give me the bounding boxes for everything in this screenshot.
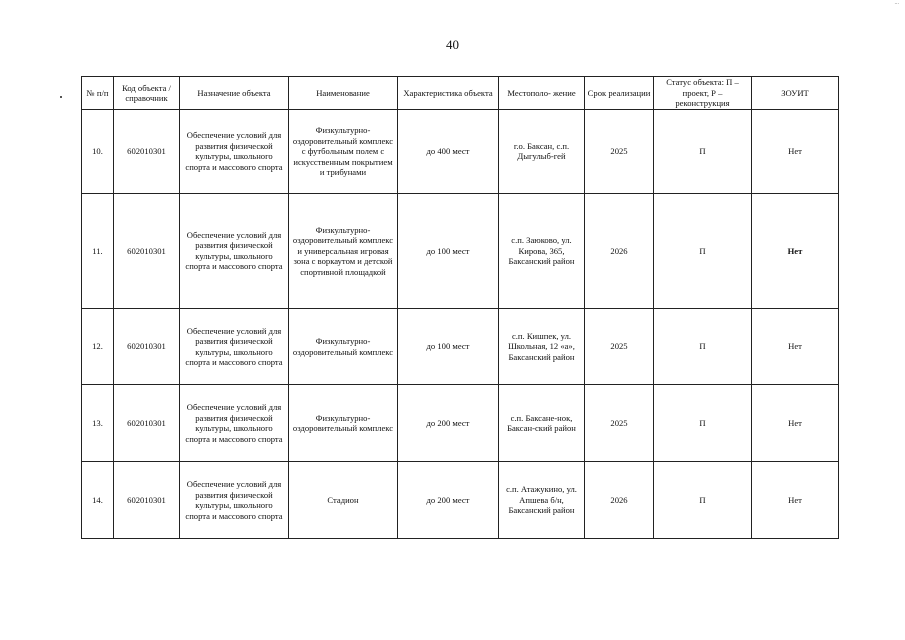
cell-code: 602010301: [114, 385, 180, 462]
table-row: [82, 462, 839, 539]
table-row: [82, 308, 839, 385]
cell-characteristic: до 200 мест: [398, 385, 499, 462]
cell-zouit: Нет: [752, 193, 839, 308]
cell-purpose: Обеспечение условий для развития физической культуры, школьного спорта и массового спорта: [180, 110, 289, 194]
cell-term: 2025: [585, 110, 654, 194]
page-number: 40: [446, 37, 459, 52]
cell-term: 2026: [585, 193, 654, 308]
cell-code: 602010301: [114, 462, 180, 539]
cell-characteristic: до 100 мест: [398, 193, 499, 308]
cell-num: 13.: [82, 385, 114, 462]
cell-purpose: Обеспечение условий для развития физической культуры, школьного спорта и массового спорта: [180, 308, 289, 385]
cell-code: 602010301: [114, 308, 180, 385]
objects-table: [81, 76, 839, 539]
header-code: Код объекта / справочник: [114, 77, 180, 110]
cell-purpose: Обеспечение условий для развития физической культуры, школьного спорта и массового спорта: [180, 462, 289, 539]
cell-zouit: Нет: [752, 462, 839, 539]
cell-code: 602010301: [114, 110, 180, 194]
header-num: № п/п: [82, 77, 114, 110]
cell-num: 14.: [82, 462, 114, 539]
cell-characteristic: до 100 мест: [398, 308, 499, 385]
cell-location: с.п. Баксане-нок, Баксан-ский район: [499, 385, 585, 462]
table-row: [82, 193, 839, 308]
header-location: Местополо- жение: [499, 77, 585, 110]
cell-term: 2026: [585, 462, 654, 539]
cell-location: с.п. Кишпек, ул. Школьная, 12 «а», Баксанский район: [499, 308, 585, 385]
cell-status: П: [654, 193, 752, 308]
cell-code: 602010301: [114, 193, 180, 308]
cell-characteristic: до 200 мест: [398, 462, 499, 539]
cell-name: Физкультурно-оздоровительный комплекс: [289, 385, 398, 462]
corner-mark: ...: [894, 0, 899, 6]
cell-status: П: [654, 462, 752, 539]
cell-location: г.о. Баксан, с.п. Дыгулыб-гей: [499, 110, 585, 194]
header-term: Срок реализации: [585, 77, 654, 110]
header-characteristic: Характеристика объекта: [398, 77, 499, 110]
cell-term: 2025: [585, 385, 654, 462]
cell-location: с.п. Атажукино, ул. Апшева б/н, Баксанский район: [499, 462, 585, 539]
cell-zouit: Нет: [752, 308, 839, 385]
header-status: Статус объекта: П – проект, Р – реконструкция: [654, 77, 752, 110]
table-header-row: [82, 77, 839, 110]
cell-num: 11.: [82, 193, 114, 308]
cell-characteristic: до 400 мест: [398, 110, 499, 194]
scan-speck: [60, 96, 62, 98]
cell-purpose: Обеспечение условий для развития физической культуры, школьного спорта и массового спорта: [180, 193, 289, 308]
cell-location: с.п. Заюково, ул. Кирова, 365, Баксанский район: [499, 193, 585, 308]
header-zouit: ЗОУИТ: [752, 77, 839, 110]
cell-name: Физкультурно-оздоровительный комплекс с футбольным полем с искусственным покрытием и трибунами: [289, 110, 398, 194]
cell-term: 2025: [585, 308, 654, 385]
cell-name: Физкультурно-оздоровительный комплекс и универсальная игровая зона с воркаутом и детской спортивной площадкой: [289, 193, 398, 308]
cell-num: 12.: [82, 308, 114, 385]
cell-zouit: Нет: [752, 110, 839, 194]
table-row: [82, 385, 839, 462]
header-name: Наименование: [289, 77, 398, 110]
cell-status: П: [654, 110, 752, 194]
cell-zouit: Нет: [752, 385, 839, 462]
table-row: [82, 110, 839, 194]
cell-status: П: [654, 308, 752, 385]
cell-name: Стадион: [289, 462, 398, 539]
cell-status: П: [654, 385, 752, 462]
cell-name: Физкультурно-оздоровительный комплекс: [289, 308, 398, 385]
cell-num: 10.: [82, 110, 114, 194]
cell-purpose: Обеспечение условий для развития физической культуры, школьного спорта и массового спорта: [180, 385, 289, 462]
header-purpose: Назначение объекта: [180, 77, 289, 110]
